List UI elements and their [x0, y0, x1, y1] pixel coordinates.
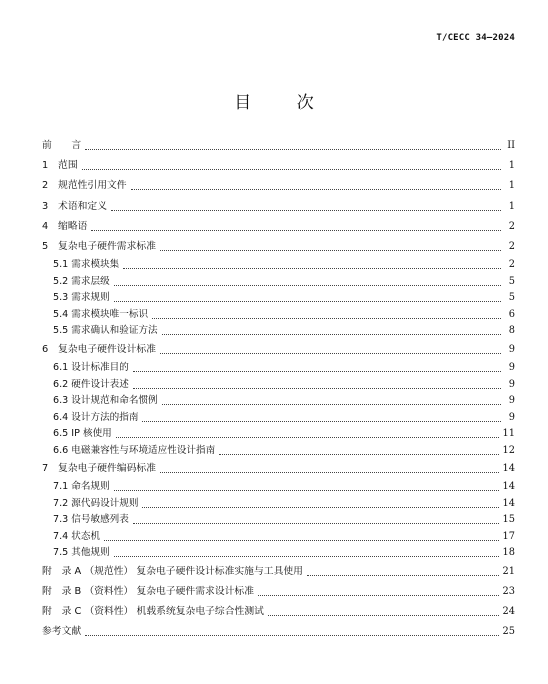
toc-subentry[interactable]	[42, 393, 515, 410]
toc-entry-label: 7.5 其他规则	[53, 547, 110, 559]
toc-page-number: 1	[508, 160, 515, 172]
toc-subentry[interactable]	[42, 496, 515, 513]
standard-code: T/CECC 34—2024	[436, 33, 515, 43]
toc-entry-label: 6.3 设计规范和命名惯例	[53, 395, 158, 407]
toc-subentry[interactable]	[42, 426, 515, 443]
toc-page-number: 17	[502, 530, 515, 542]
dot-leader	[133, 370, 501, 372]
dot-leader	[268, 614, 499, 616]
dot-leader	[85, 148, 501, 150]
dot-leader	[219, 453, 498, 455]
toc-page-number: 2	[508, 241, 515, 253]
page-title: 目 次	[234, 93, 334, 113]
dot-leader	[116, 436, 499, 438]
toc-subentry[interactable]	[42, 360, 515, 377]
toc-page-number: 5	[508, 275, 515, 287]
toc-page-number: 14	[502, 462, 515, 474]
toc-entry[interactable]	[42, 176, 515, 196]
dot-leader	[82, 168, 501, 170]
toc-subentry[interactable]	[42, 290, 515, 307]
dot-leader	[131, 188, 501, 190]
toc-entry-label: 5.1 需求模块集	[53, 259, 120, 271]
toc-page-number: 9	[508, 395, 515, 407]
dot-leader	[142, 506, 498, 508]
toc-entry[interactable]	[42, 562, 515, 582]
toc-entry-label: 参考文献	[42, 626, 82, 638]
dot-leader	[104, 539, 498, 541]
toc-entry-label: 5.4 需求模块唯一标识	[53, 308, 149, 320]
toc-entry[interactable]	[42, 582, 515, 602]
dot-leader	[123, 267, 501, 269]
toc-entry[interactable]	[42, 156, 515, 176]
dot-leader	[160, 249, 501, 251]
toc-entry-label: 6.6 电磁兼容性与环境适应性设计指南	[53, 444, 216, 456]
toc-entry-label: 前 言	[42, 140, 82, 152]
dot-leader	[114, 300, 501, 302]
toc-page-number: 1	[508, 200, 515, 212]
toc-entry[interactable]	[42, 602, 515, 622]
toc-entry[interactable]	[42, 340, 515, 360]
toc-entry-label: 7.1 命名规则	[53, 481, 110, 493]
dot-leader	[162, 403, 501, 405]
toc-entry-label: 6.5 IP 核使用	[53, 428, 112, 440]
toc-entry-label: 5.5 需求确认和验证方法	[53, 325, 158, 337]
toc-entry[interactable]	[42, 237, 515, 257]
toc-subentry[interactable]	[42, 442, 515, 459]
toc-entry-label: 附 录 A （规范性） 复杂电子硬件设计标准实施与工具使用	[42, 565, 303, 577]
toc-subentry[interactable]	[42, 307, 515, 324]
toc-entry-label: 5.3 需求规则	[53, 292, 110, 304]
toc-subentry[interactable]	[42, 376, 515, 393]
toc-page-number: 5	[508, 292, 515, 304]
toc-page-number: 9	[508, 343, 515, 355]
toc-entry-label: 附 录 C （资料性） 机载系统复杂电子综合性测试	[42, 605, 264, 617]
toc-entry-label: 6.1 设计标准目的	[53, 362, 129, 374]
toc-entry-label: 1 范围	[42, 160, 78, 172]
toc-page-number: 21	[502, 565, 515, 577]
toc-entry-label: 6 复杂电子硬件设计标准	[42, 343, 156, 355]
toc-subentry[interactable]	[42, 274, 515, 291]
toc-entry-label: 6.4 设计方法的指南	[53, 411, 139, 423]
toc-entry-label: 7.2 源代码设计规则	[53, 497, 139, 509]
toc-subentry[interactable]	[42, 409, 515, 426]
toc-page-number: 9	[508, 378, 515, 390]
toc-page-number: 9	[508, 362, 515, 374]
toc-entry-label: 3 术语和定义	[42, 200, 108, 212]
toc-entry-label: 7 复杂电子硬件编码标准	[42, 462, 156, 474]
dot-leader	[114, 284, 501, 286]
toc-page-number: 2	[508, 259, 515, 271]
toc-entry-label: 5 复杂电子硬件需求标准	[42, 241, 156, 253]
toc-entry[interactable]	[42, 136, 515, 156]
dot-leader	[85, 634, 498, 636]
toc-entry[interactable]	[42, 217, 515, 237]
toc-page-number: 11	[502, 428, 515, 440]
toc-subentry[interactable]	[42, 545, 515, 562]
dot-leader	[152, 317, 501, 319]
toc-page-number: 18	[502, 547, 515, 559]
dot-leader	[111, 209, 501, 211]
toc-page-number: 1	[508, 180, 515, 192]
dot-leader	[133, 387, 501, 389]
toc-page-number: 8	[508, 325, 515, 337]
toc-subentry[interactable]	[42, 479, 515, 496]
dot-leader	[133, 522, 499, 524]
toc-subentry[interactable]	[42, 529, 515, 546]
toc-entry[interactable]	[42, 197, 515, 217]
toc-page-number: 14	[502, 497, 515, 509]
toc-entry-label: 附 录 B （资料性） 复杂电子硬件需求设计标准	[42, 585, 255, 597]
toc-page-number: 2	[508, 220, 515, 232]
toc-entry-label: 2 规范性引用文件	[42, 180, 127, 192]
toc-page-number: 24	[502, 605, 515, 617]
toc-subentry[interactable]	[42, 257, 515, 274]
dot-leader	[114, 555, 499, 557]
dot-leader	[258, 594, 499, 596]
toc-entry-label: 7.4 状态机	[53, 530, 101, 542]
dot-leader	[162, 333, 501, 335]
toc-subentry[interactable]	[42, 512, 515, 529]
dot-leader	[142, 420, 501, 422]
toc-page-number: 6	[508, 308, 515, 320]
table-of-contents	[42, 136, 515, 642]
toc-page-number: 14	[502, 481, 515, 493]
toc-entry-label: 7.3 信号敏感列表	[53, 514, 129, 526]
dot-leader	[91, 229, 501, 231]
dot-leader	[160, 471, 499, 473]
toc-entry[interactable]	[42, 459, 515, 479]
dot-leader	[307, 574, 499, 576]
toc-subentry[interactable]	[42, 323, 515, 340]
dot-leader	[160, 352, 501, 354]
toc-page-number: 15	[502, 514, 515, 526]
toc-page-number: II	[507, 140, 515, 152]
toc-page-number: 25	[502, 626, 515, 638]
toc-page-number: 12	[502, 444, 515, 456]
toc-entry-label: 6.2 硬件设计表述	[53, 378, 129, 390]
toc-page-number: 23	[502, 585, 515, 597]
dot-leader	[114, 489, 499, 491]
toc-entry-label: 4 缩略语	[42, 220, 88, 232]
toc-page-number: 9	[508, 411, 515, 423]
toc-entry[interactable]	[42, 622, 515, 642]
toc-entry-label: 5.2 需求层级	[53, 275, 110, 287]
